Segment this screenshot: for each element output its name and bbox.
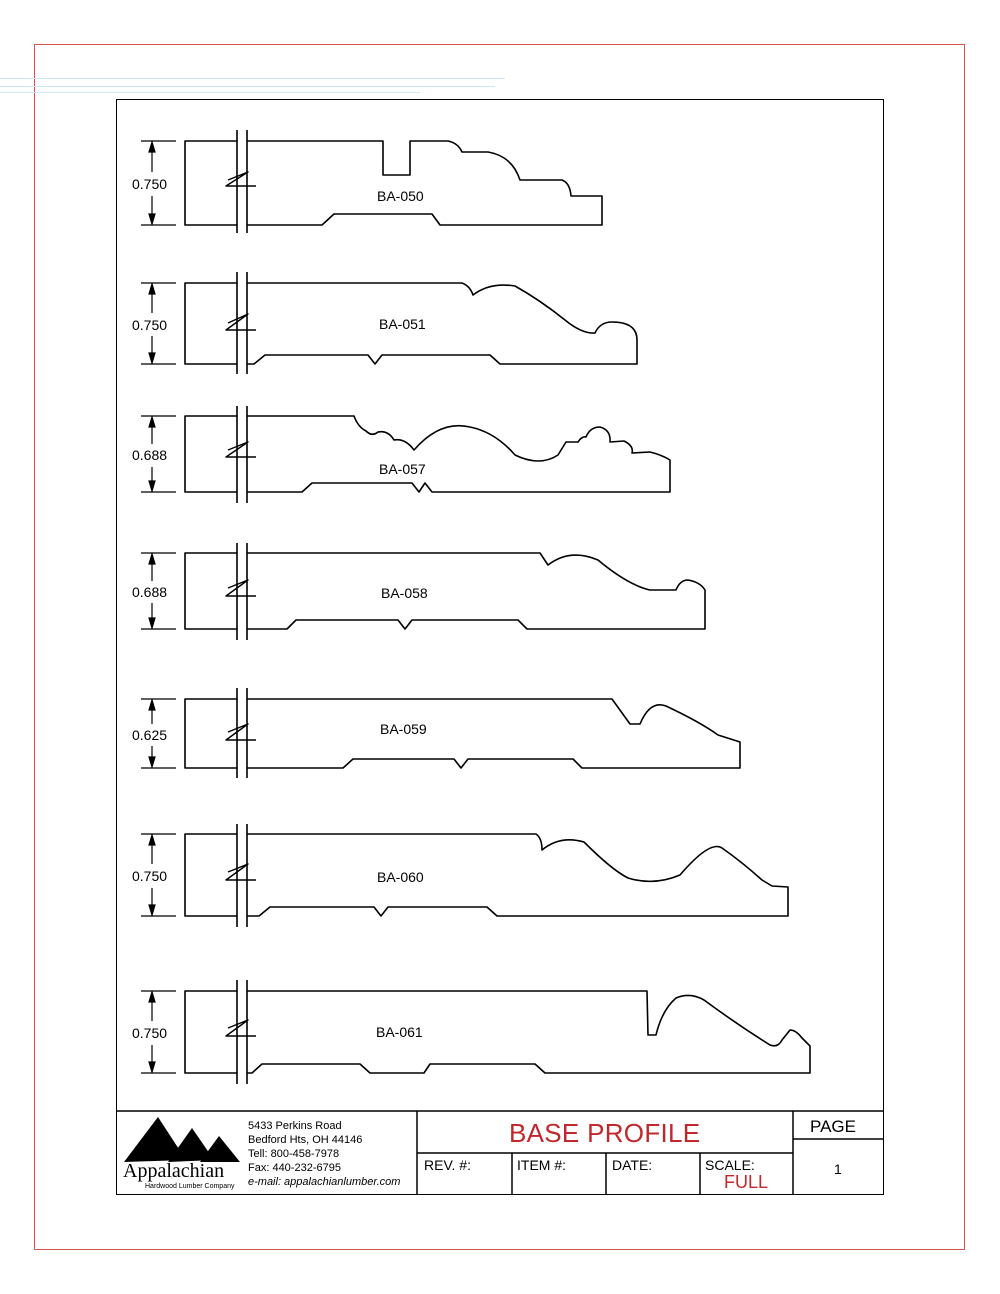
dimension-lines bbox=[141, 141, 176, 1073]
drawing-title: BASE PROFILE bbox=[509, 1118, 701, 1148]
thickness-label-ba-060: 0.750 bbox=[132, 868, 168, 884]
profile-label-ba-057: BA-057 bbox=[379, 461, 426, 477]
profile-label-ba-060: BA-060 bbox=[377, 869, 424, 885]
email-address: e-mail: appalachianlumber.com bbox=[248, 1176, 401, 1188]
profile-ba-057 bbox=[185, 406, 670, 503]
profile-label-ba-058: BA-058 bbox=[381, 585, 428, 601]
item-label: ITEM #: bbox=[517, 1157, 567, 1173]
address-line-2: Bedford Hts, OH 44146 bbox=[248, 1134, 363, 1146]
profile-ba-058 bbox=[185, 543, 705, 640]
profile-label-ba-050: BA-050 bbox=[377, 188, 424, 204]
thickness-label-ba-059: 0.625 bbox=[132, 727, 168, 743]
page-label: PAGE bbox=[810, 1117, 856, 1136]
scale-value: FULL bbox=[724, 1172, 769, 1192]
profile-label-ba-051: BA-051 bbox=[379, 316, 426, 332]
profile-ba-050 bbox=[185, 130, 602, 233]
company-tagline: Hardwood Lumber Company bbox=[145, 1183, 235, 1190]
profile-ba-059 bbox=[185, 688, 740, 778]
profile-ba-061 bbox=[185, 980, 810, 1084]
phone-number: Tell: 800-458-7978 bbox=[248, 1148, 340, 1160]
thickness-label-ba-061: 0.750 bbox=[132, 1025, 168, 1041]
address-line-1: 5433 Perkins Road bbox=[248, 1120, 342, 1132]
profile-ba-060 bbox=[185, 824, 788, 927]
scale-label: SCALE: bbox=[705, 1157, 755, 1173]
fax-number: Fax: 440-232-6795 bbox=[248, 1162, 341, 1174]
mountain-logo-icon bbox=[124, 1117, 240, 1162]
thickness-label-ba-058: 0.688 bbox=[132, 584, 168, 600]
thickness-label-ba-050: 0.750 bbox=[132, 176, 168, 192]
company-name: Appalachian bbox=[123, 1160, 225, 1182]
page-number: 1 bbox=[834, 1161, 842, 1177]
profile-label-ba-059: BA-059 bbox=[380, 721, 427, 737]
thickness-label-ba-057: 0.688 bbox=[132, 447, 168, 463]
rev-label: REV. #: bbox=[424, 1157, 471, 1173]
date-label: DATE: bbox=[612, 1157, 653, 1173]
thickness-label-ba-051: 0.750 bbox=[132, 317, 168, 333]
profile-label-ba-061: BA-061 bbox=[376, 1024, 423, 1040]
